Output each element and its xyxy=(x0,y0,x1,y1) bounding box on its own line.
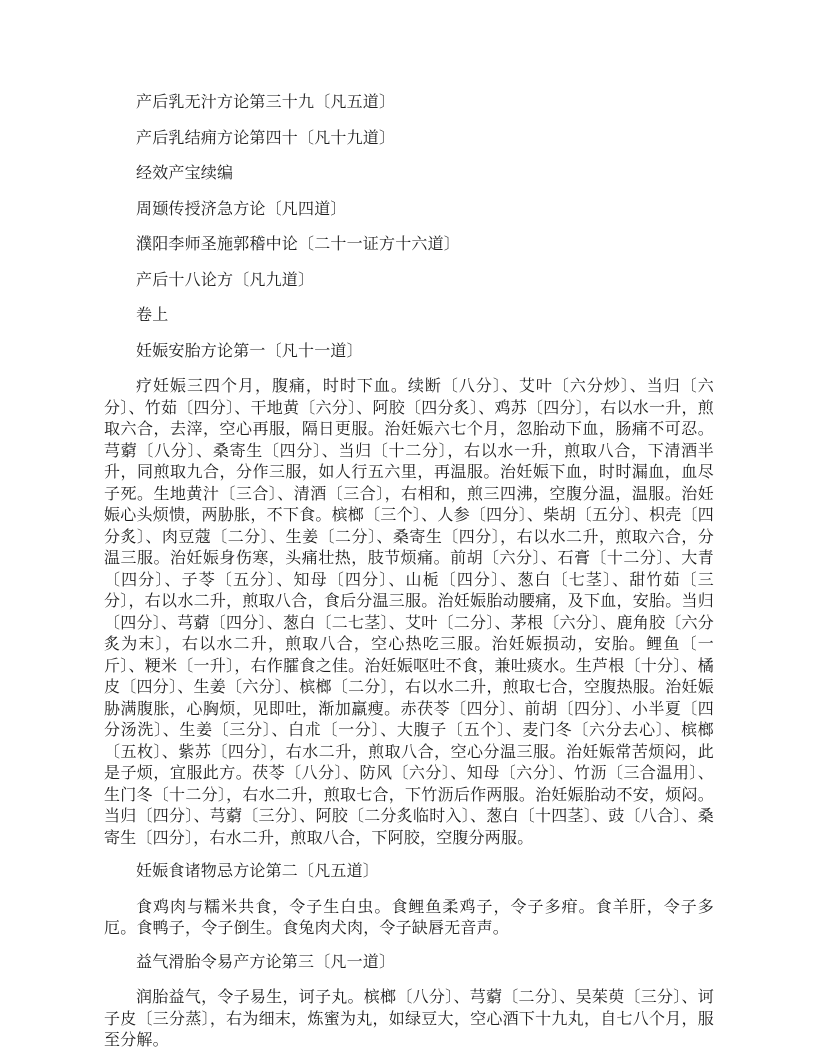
section-antai-fanglun xyxy=(104,341,714,850)
section-paragraph: 疗妊娠三四个月，腹痛，时时下血。续断〔八分〕、艾叶〔六分炒〕、当归〔六分〕、竹茹〔四分〕、干地黄〔六分〕、阿胶〔四分炙〕、鸡苏〔四分〕，右以水一升，煎取六合，去滓，空心再服，隔日更服。治妊娠六七个月，忽胎动下血，肠痛不可忍。芎藭〔八分〕、桑寄生〔四分〕、当归〔十二分〕，右以水一升，煎取八合，下清酒半升，同煎取九合，分作三服，如人行五六里，再温服。治妊娠下血，时时漏血，血尽子死。生地黄汁〔三合〕、清酒〔三合〕，右相和，煎三四沸，空腹分温，温服。治妊娠心头烦愦，两胁胀，不下食。槟榔〔三个〕、人参〔四分〕、柴胡〔五分〕、枳壳〔四分炙〕、肉豆蔻〔二分〕、生姜〔二分〕、桑寄生〔四分〕，右以水二升，煎取六合，分温三服。治妊娠身伤寒，头痛壮热，肢节烦痛。前胡〔六分〕、石膏〔十二分〕、大青〔四分〕、子苓〔五分〕、知母〔四分〕、山栀〔四分〕、葱白〔七茎〕、甜竹茹〔三分〕，右以水二升，煎取八合，食后分温三服。治妊娠胎动腰痛，及下血，安胎。当归〔四分〕、芎藭〔四分〕、葱白〔二七茎〕、艾叶〔二分〕、茅根〔六分〕、鹿角胶〔六分炙为末〕，右以水二升，煎取八合，空心热吃三服。治妊娠损动，安胎。鲤鱼〔一斤〕、粳米〔一升〕，右作臛食之佳。治妊娠呕吐不食，兼吐痰水。生芦根〔十分〕、橘皮〔四分〕、生姜〔六分〕、槟榔〔二分〕，右以水二升，煎取七合，空腹热服。治妊娠胁满腹胀，心胸烦，见即吐，渐加羸瘦。赤茯苓〔四分〕、前胡〔四分〕、小半夏〔四分汤洗〕、生姜〔三分〕、白朮〔一分〕、大腹子〔五个〕、麦门冬〔六分去心〕、槟榔〔五枚〕、紫苏〔四分〕，右水二升，煎取八合，空心分温三服。治妊娠常苦烦闷，此是子烦，宜服此方。茯苓〔八分〕、防风〔六分〕、知母〔六分〕、竹沥〔三合温用〕、生门冬〔十二分〕，右水二升，煎取七合，下竹沥后作两服。治妊娠胎动不安，烦闷。当归〔四分〕、芎藭〔三分〕、阿胶〔二分炙临时入〕、葱白〔十四茎〕、豉〔八合〕、桑寄生〔四分〕，右水二升，煎取八合，下阿胶，空腹分两服。 xyxy=(104,378,714,847)
toc-line-chanhou-ruwuzhi: 产后乳无汁方论第三十九〔凡五道〕 xyxy=(136,94,396,111)
volume-title: 卷上 xyxy=(136,307,169,324)
toc-line-chanhou-shiba-lunfang: 产后十八论方〔凡九道〕 xyxy=(136,271,315,289)
toc-line-zhouting-jiji: 周颋传授济急方论〔凡四道〕 xyxy=(136,200,347,218)
toc-line-chanhou-rujieyong: 产后乳结痈方论第四十〔凡十九道〕 xyxy=(136,129,396,147)
section-yiqi-huatai-fanglun xyxy=(104,952,714,1052)
section-shiwuji-fanglun xyxy=(104,861,714,940)
table-of-contents xyxy=(104,92,714,327)
section-paragraph: 润胎益气，令子易生，诃子丸。槟榔〔八分〕、芎藭〔二分〕、吴茱萸〔三分〕、诃子皮〔三分蒸〕，右为细末，炼蜜为丸，如绿豆大，空心酒下十九丸，自七八个月，服至分解。 xyxy=(104,989,714,1049)
toc-line-puyang-lishisheng: 濮阳李师圣施郭稽中论〔二十一证方十六道〕 xyxy=(136,236,461,253)
section-heading: 益气滑胎令易产方论第三〔凡一道〕 xyxy=(136,953,396,971)
section-heading: 妊娠食诸物忌方论第二〔凡五道〕 xyxy=(136,863,380,880)
toc-line-jingxiao-chanbao-xubian: 经效产宝续编 xyxy=(136,165,234,182)
section-heading: 妊娠安胎方论第一〔凡十一道〕 xyxy=(136,342,363,360)
section-paragraph: 食鸡肉与糯米共食，令子生白虫。食鲤鱼柔鸡子，令子多疳。食羊肝，令子多厄。食鸭子，令子倒生。食兔肉犬肉，令子缺唇无音声。 xyxy=(104,898,714,937)
